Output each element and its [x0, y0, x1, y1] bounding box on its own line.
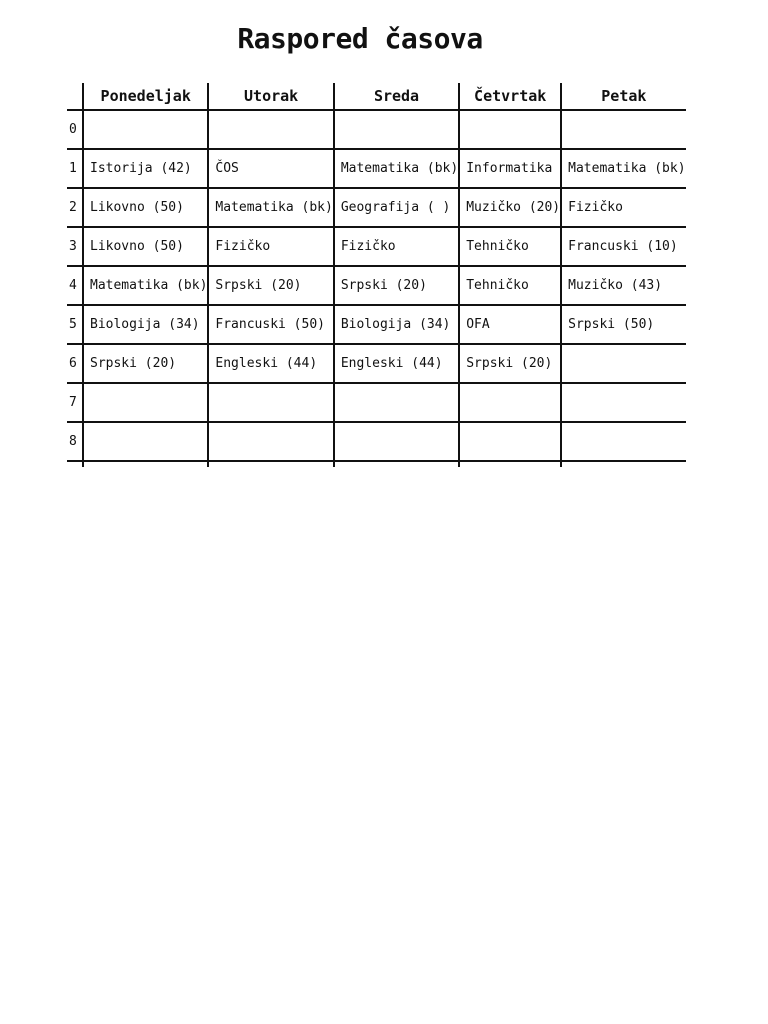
class-cell: Muzičko (20): [459, 188, 561, 227]
class-cell: Fizičko: [334, 227, 459, 266]
period-number: 6: [67, 344, 83, 383]
period-number: 3: [67, 227, 83, 266]
class-cell: Matematika (bk): [208, 188, 333, 227]
class-cell: Francuski (10): [561, 227, 685, 266]
day-header: Ponedeljak: [83, 83, 208, 110]
class-cell: [334, 422, 459, 461]
class-cell: Matematika (bk): [334, 149, 459, 188]
class-cell: [561, 383, 685, 422]
class-cell: Tehničko: [459, 227, 561, 266]
class-cell: [208, 383, 333, 422]
class-cell: Istorija (42): [83, 149, 208, 188]
schedule-row: [67, 110, 686, 149]
class-cell: [83, 383, 208, 422]
table-tail: [67, 461, 686, 467]
day-header: Petak: [561, 83, 685, 110]
class-cell: Likovno (50): [83, 227, 208, 266]
class-cell: Srpski (20): [334, 266, 459, 305]
period-header: [67, 83, 83, 110]
schedule-row: [67, 305, 686, 344]
class-cell: Matematika (bk): [561, 149, 685, 188]
schedule-row: [67, 188, 686, 227]
class-cell: Srpski (50): [561, 305, 685, 344]
schedule-row: [67, 227, 686, 266]
class-cell: [83, 422, 208, 461]
class-cell: Biologija (34): [83, 305, 208, 344]
class-cell: [83, 110, 208, 149]
class-cell: Tehničko: [459, 266, 561, 305]
header-row: [67, 83, 686, 110]
schedule-row: [67, 149, 686, 188]
period-number: 8: [67, 422, 83, 461]
class-cell: Likovno (50): [83, 188, 208, 227]
class-cell: [208, 110, 333, 149]
tail-cell: [459, 461, 561, 467]
class-cell: Biologija (34): [334, 305, 459, 344]
class-cell: ČOS: [208, 149, 333, 188]
period-number: 4: [67, 266, 83, 305]
class-cell: Muzičko (43): [561, 266, 685, 305]
class-cell: Fizičko: [561, 188, 685, 227]
class-cell: Fizičko: [208, 227, 333, 266]
class-cell: Srpski (20): [459, 344, 561, 383]
class-cell: Srpski (20): [208, 266, 333, 305]
period-number: 1: [67, 149, 83, 188]
class-cell: [561, 422, 685, 461]
tail-cell: [67, 461, 83, 467]
schedule-row: [67, 383, 686, 422]
tail-cell: [561, 461, 685, 467]
class-cell: [459, 110, 561, 149]
class-cell: Francuski (50): [208, 305, 333, 344]
period-number: 7: [67, 383, 83, 422]
day-header: Četvrtak: [459, 83, 561, 110]
class-cell: [459, 422, 561, 461]
day-header: Sreda: [334, 83, 459, 110]
page-title: Raspored časova: [237, 22, 483, 55]
schedule-row: [67, 422, 686, 461]
schedule-row: [67, 344, 686, 383]
class-cell: OFA: [459, 305, 561, 344]
class-cell: Geografija ( ): [334, 188, 459, 227]
class-cell: Srpski (20): [83, 344, 208, 383]
class-cell: Engleski (44): [334, 344, 459, 383]
class-cell: [561, 110, 685, 149]
class-cell: [334, 110, 459, 149]
schedule-row: [67, 266, 686, 305]
day-header: Utorak: [208, 83, 333, 110]
period-number: 5: [67, 305, 83, 344]
class-cell: [561, 344, 685, 383]
class-cell: [334, 383, 459, 422]
schedule-table: [67, 83, 686, 467]
tail-cell: [83, 461, 208, 467]
class-cell: Engleski (44): [208, 344, 333, 383]
class-cell: [208, 422, 333, 461]
class-cell: [459, 383, 561, 422]
class-cell: Informatika: [459, 149, 561, 188]
schedule-body: [67, 110, 686, 467]
period-number: 0: [67, 110, 83, 149]
tail-cell: [334, 461, 459, 467]
class-cell: Matematika (bk): [83, 266, 208, 305]
tail-cell: [208, 461, 333, 467]
period-number: 2: [67, 188, 83, 227]
